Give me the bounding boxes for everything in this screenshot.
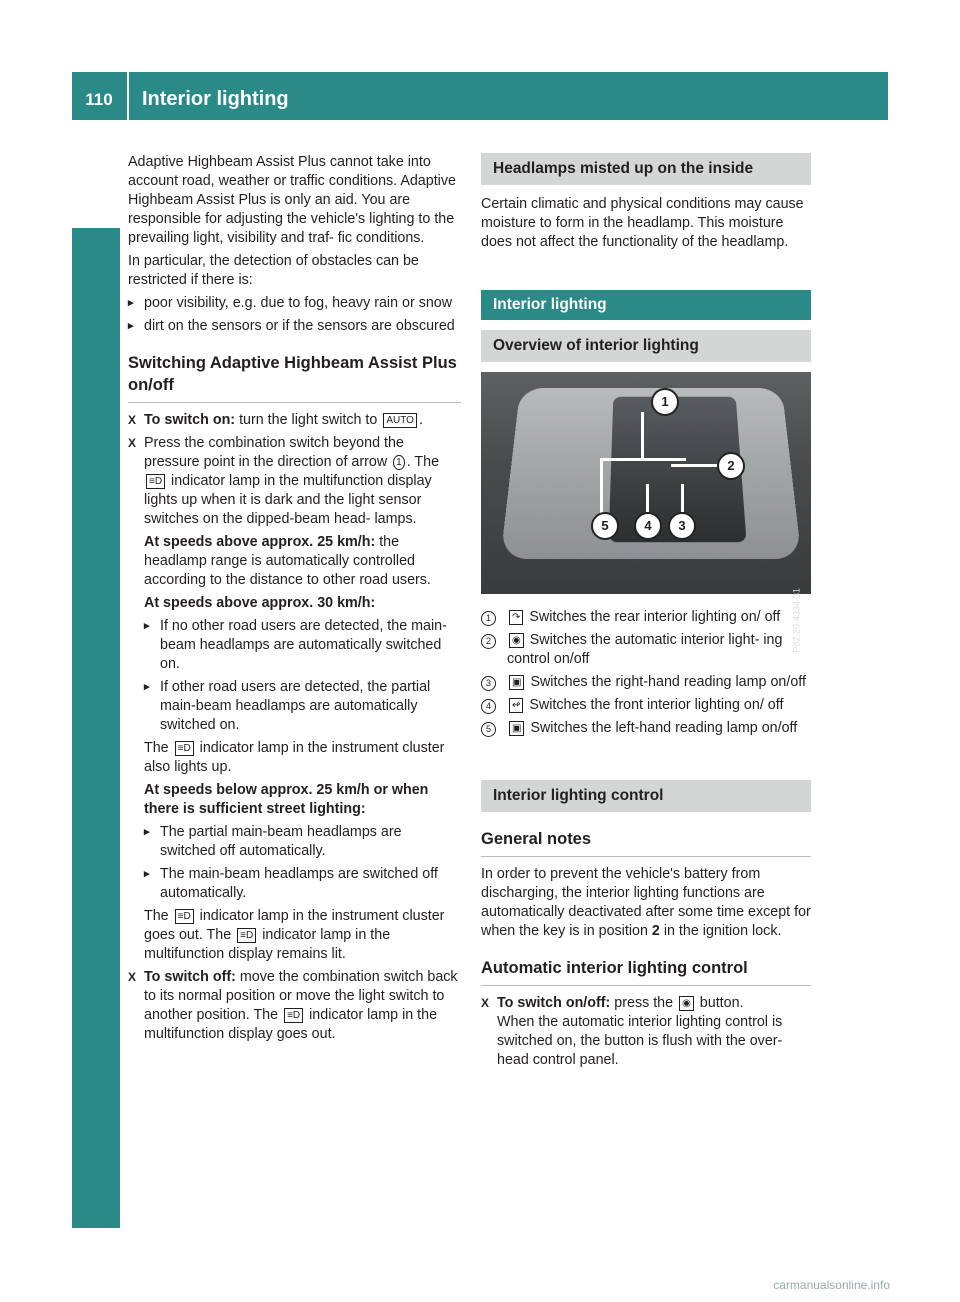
side-tab-label: Lights and windscreen wipers — [83, 692, 108, 1008]
section-heading: Automatic interior lighting control — [481, 957, 811, 986]
callout-line — [671, 464, 721, 467]
bullet-item: ▸ The partial main-beam headlamps are switched off automatically. — [144, 823, 461, 861]
bullet-item: ▸ If no other road users are detected, the main-beam headlamps are automatically switched on. — [144, 617, 461, 674]
rear-light-icon: ↷ — [509, 610, 523, 625]
image-code: P82.20-4334-31 — [792, 588, 802, 653]
callout-3: 3 — [668, 512, 696, 540]
key-position: 2 — [651, 923, 660, 939]
callout-line — [641, 412, 644, 460]
legend-text: Switches the right-hand reading lamp on/off — [530, 674, 806, 690]
step-item: X Press the combination switch beyond the pressure point in the direction of arrow 1 . The ≡D indicator lamp in the multifunction display lights up when it is dark and the light sensor switches on the dipped-beam head- lamps. — [128, 434, 461, 529]
section-heading: General notes — [481, 828, 811, 857]
text: indicator lamp in the multifunction display goes out. — [144, 1007, 438, 1042]
callout-1-icon: 1 — [393, 455, 405, 470]
step-text: Press the combination switch beyond the pressure point in the direction of arrow — [144, 435, 404, 470]
callout-2: 2 — [717, 452, 745, 480]
text: indicator lamp in the instrument cluster also lights up. — [144, 740, 445, 775]
paragraph: Certain climatic and physical conditions may cause moisture to form in the headlamp. This moisture does not affect the functionality of the headlamp. — [481, 196, 804, 250]
chapter-heading: Interior lighting — [481, 290, 811, 320]
highbeam-assist-icon: ≡D — [284, 1008, 303, 1023]
legend-number: 2 — [481, 634, 496, 649]
callout-line — [646, 484, 649, 512]
legend-item — [481, 631, 811, 669]
front-light-icon: ↫ — [509, 698, 523, 713]
legend-item — [481, 673, 811, 692]
text: indicator lamp in the instrument cluster goes out. The — [144, 908, 445, 943]
callout-line — [600, 458, 603, 516]
legend-text: Switches the rear interior lighting on/ off — [529, 609, 781, 625]
paragraph: In particular, the detection of obstacles can be restricted if there is: — [128, 253, 419, 288]
callout-4: 4 — [634, 512, 662, 540]
text: The — [144, 908, 169, 924]
paragraph: When the automatic interior lighting control is switched on, the button is flush with the over- head control panel. — [497, 1014, 783, 1068]
auto-light-icon: ◉ — [679, 996, 694, 1011]
bullet-item: ▸ The main-beam headlamps are switched off automatically. — [144, 865, 461, 903]
step-text: move the combination switch back to its normal position or move the light switch to another position. — [144, 969, 458, 1023]
speed-label: At speeds below approx. 25 km/h or when there is sufficient street lighting: — [144, 782, 429, 817]
step-item: X To switch on: turn the light switch to AUTO . — [128, 411, 461, 430]
step-text: The — [414, 454, 440, 470]
callout-line — [681, 484, 684, 512]
highbeam-assist-icon: ≡D — [146, 474, 165, 489]
legend-item — [481, 608, 811, 627]
bullet-item: ▸ poor visibility, e.g. due to fog, heavy rain or snow — [128, 294, 461, 313]
step-text: press the — [614, 995, 674, 1011]
page-header — [72, 72, 888, 120]
right-column — [481, 153, 811, 1074]
main-beam-icon: ≡D — [175, 741, 194, 756]
paragraph: Adaptive Highbeam Assist Plus cannot take into account road, weather or traffic conditions. Adaptive Highbeam Assist Plus is only an aid. You are responsible for adjusting the vehicle's lighting to the prevailing light, visibility and traf- fic conditions. — [128, 154, 456, 246]
legend-item — [481, 696, 811, 715]
paragraph — [481, 865, 811, 941]
legend-text: Switches the front interior lighting on/ off — [529, 697, 784, 713]
section-heading: Interior lighting control — [481, 780, 811, 812]
step-label: To switch off: — [144, 969, 236, 985]
auto-light-icon: ◉ — [509, 633, 524, 648]
callout-1: 1 — [651, 388, 679, 416]
text: The — [253, 1007, 279, 1023]
highbeam-assist-icon: ≡D — [237, 928, 256, 943]
speed-label: At speeds above approx. 30 km/h: — [144, 595, 376, 611]
header-divider — [127, 72, 129, 120]
reading-lamp-icon: ▣ — [509, 675, 524, 690]
section-heading: Headlamps misted up on the inside — [481, 153, 811, 185]
text: in the ignition lock. — [663, 923, 782, 939]
paragraph: the headlamp range is automatically controlled according to the distance to other road users. — [144, 534, 431, 588]
step-item — [481, 994, 811, 1070]
auto-icon: AUTO — [383, 413, 417, 428]
legend-text: Switches the left-hand reading lamp on/off — [530, 720, 798, 736]
speed-label: At speeds above approx. 25 km/h: — [144, 534, 376, 550]
bullet-item: ▸ If other road users are detected, the partial main-beam headlamps are automatically switched on. — [144, 678, 461, 735]
page-title: Interior lighting — [142, 88, 289, 110]
text: indicator lamp in the multifunction display remains lit. — [144, 927, 391, 962]
left-column — [128, 153, 461, 1048]
legend-number: 4 — [481, 699, 496, 714]
text: The — [144, 740, 169, 756]
legend-number: 1 — [481, 611, 496, 626]
step-label: To switch on/off: — [497, 995, 611, 1011]
step-text: indicator lamp in the multifunction display lights up when it is dark and the light sensor switches on the dipped-beam head- lamps. — [144, 473, 432, 527]
step-text: turn the light switch to — [239, 412, 378, 428]
step-continuation — [128, 533, 461, 964]
reading-lamp-icon: ▣ — [509, 721, 524, 736]
legend-number: 5 — [481, 722, 496, 737]
callout-5: 5 — [591, 512, 619, 540]
main-beam-icon: ≡D — [175, 909, 194, 924]
section-heading: Overview of interior lighting — [481, 330, 811, 362]
legend-text: Switches the automatic interior light- ing control on/off — [507, 632, 783, 667]
step-text: button. — [699, 995, 744, 1011]
side-tab-label-wrap — [72, 600, 120, 1100]
section-heading: Switching Adaptive Highbeam Assist Plus on/off — [128, 352, 461, 403]
step-label: To switch on: — [144, 412, 236, 428]
page-number: 110 — [85, 90, 113, 109]
text: In order to prevent the vehicle's battery from discharging, the interior lighting functions are automatically deactivated after some time except for when the key is in position — [481, 866, 811, 939]
legend-number: 3 — [481, 676, 496, 691]
footer-watermark: carmanualsonline.info — [773, 1278, 890, 1292]
bullet-item: ▸ dirt on the sensors or if the sensors are obscured — [128, 317, 461, 336]
legend-item — [481, 719, 811, 738]
step-item — [128, 968, 461, 1044]
